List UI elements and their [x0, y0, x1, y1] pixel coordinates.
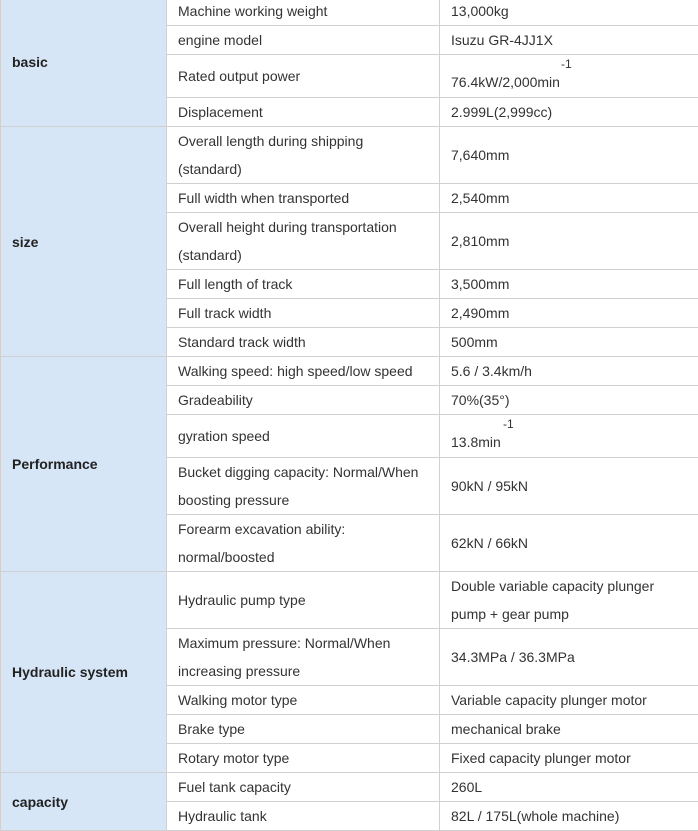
spec-value: 13,000kg: [440, 0, 698, 26]
spec-value: mechanical brake: [440, 715, 698, 744]
spec-value: 3,500mm: [440, 270, 698, 299]
spec-value: Isuzu GR-4JJ1X: [440, 26, 698, 55]
spec-label: Bucket digging capacity: Normal/When boosting pressure: [167, 458, 440, 515]
table-row: [1, 127, 698, 184]
spec-label: Full width when transported: [167, 184, 440, 213]
category-size: size: [1, 127, 167, 357]
spec-value: 82L / 175L(whole machine): [440, 802, 698, 831]
spec-label: Gradeability: [167, 386, 440, 415]
spec-label: Machine working weight: [167, 0, 440, 26]
spec-label: Overall length during shipping (standard): [167, 127, 440, 184]
spec-label: Rotary motor type: [167, 744, 440, 773]
spec-label: Fuel tank capacity: [167, 773, 440, 802]
table-row: [1, 572, 698, 629]
spec-value: Fixed capacity plunger motor: [440, 744, 698, 773]
spec-value-with-exponent: [440, 415, 698, 458]
spec-value: 62kN / 66kN: [440, 515, 698, 572]
spec-value: 70%(35°): [440, 386, 698, 415]
table-row: [1, 0, 698, 26]
table-row: [1, 357, 698, 386]
spec-label: gyration speed: [167, 415, 440, 458]
table-row: [1, 773, 698, 802]
spec-value: 260L: [440, 773, 698, 802]
spec-value: 500mm: [440, 328, 698, 357]
spec-value: 34.3MPa / 36.3MPa: [440, 629, 698, 686]
spec-value: 2,490mm: [440, 299, 698, 328]
category-hydraulic-system: Hydraulic system: [1, 572, 167, 773]
value-text: 13.8min: [451, 431, 689, 453]
spec-label: Rated output power: [167, 55, 440, 98]
spec-value: 7,640mm: [440, 127, 698, 184]
spec-label: Standard track width: [167, 328, 440, 357]
spec-table-body: [1, 0, 698, 831]
spec-label: Hydraulic tank: [167, 802, 440, 831]
spec-value: 90kN / 95kN: [440, 458, 698, 515]
category-capacity: capacity: [1, 773, 167, 831]
spec-value: 5.6 / 3.4km/h: [440, 357, 698, 386]
spec-value: Double variable capacity plunger pump + gear pump: [440, 572, 698, 629]
spec-label: Overall height during transportation (standard): [167, 213, 440, 270]
category-performance: Performance: [1, 357, 167, 572]
spec-label: Forearm excavation ability: normal/boosted: [167, 515, 440, 572]
spec-label: Full length of track: [167, 270, 440, 299]
value-exponent-group: [451, 55, 689, 97]
spec-value: 2,540mm: [440, 184, 698, 213]
spec-value: 2.999L(2,999cc): [440, 98, 698, 127]
value-exponent-group: [451, 415, 689, 457]
spec-value: 2,810mm: [440, 213, 698, 270]
spec-value: Variable capacity plunger motor: [440, 686, 698, 715]
spec-label: Walking motor type: [167, 686, 440, 715]
spec-value-with-exponent: [440, 55, 698, 98]
spec-label: Hydraulic pump type: [167, 572, 440, 629]
category-basic: basic: [1, 0, 167, 127]
spec-label: Full track width: [167, 299, 440, 328]
value-exponent: -1: [451, 417, 689, 431]
value-exponent: -1: [451, 57, 689, 71]
spec-label: Walking speed: high speed/low speed: [167, 357, 440, 386]
spec-label: Brake type: [167, 715, 440, 744]
spec-label: engine model: [167, 26, 440, 55]
spec-label: Displacement: [167, 98, 440, 127]
value-text: 76.4kW/2,000min: [451, 71, 689, 93]
spec-label: Maximum pressure: Normal/When increasing pressure: [167, 629, 440, 686]
